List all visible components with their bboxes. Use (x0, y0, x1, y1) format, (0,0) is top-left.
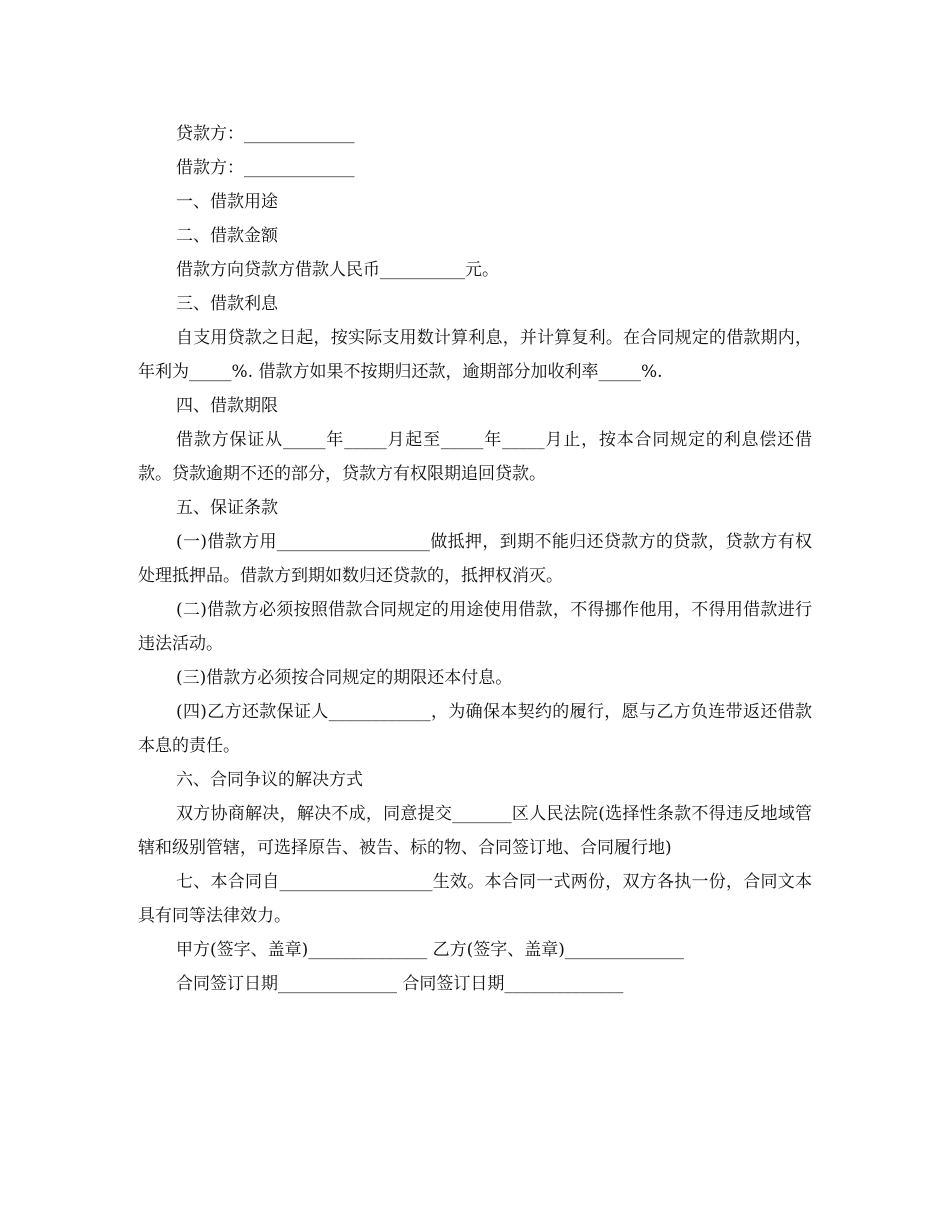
section-5-clause-2: (二)借款方必须按照借款合同规定的用途使用借款，不得挪作他用，不得用借款进行违法活动。 (138, 600, 812, 654)
section-2-body: 借款方向贷款方借款人民币__________元。 (176, 260, 499, 280)
section-5-clause-3: (三)借款方必须按合同规定的期限还本付息。 (176, 668, 513, 688)
borrower-line: 借款方：_____________ (176, 158, 355, 178)
section-5-clause-1: (一)借款方用__________________做抵押，到期不能归还贷款方的贷款，贷款方有权处理抵押品。借款方到期如数归还贷款的，抵押权消灭。 (138, 532, 812, 586)
section-1-heading: 一、借款用途 (176, 192, 278, 212)
section-6-body: 双方协商解决，解决不成，同意提交_______区人民法院(选择性条款不得违反地域管辖和级别管辖，可选择原告、被告、标的物、合同签订地、合同履行地) (138, 804, 812, 858)
section-6-heading: 六、合同争议的解决方式 (176, 770, 363, 790)
section-3-heading: 三、借款利息 (176, 294, 278, 314)
section-4-heading: 四、借款期限 (176, 396, 278, 416)
lender-line: 贷款方：_____________ (176, 124, 355, 144)
signing-date-line: 合同签订日期______________ 合同签订日期______________ (176, 974, 624, 994)
section-3-body: 自支用贷款之日起，按实际支用数计算利息，并计算复利。在合同规定的借款期内，年利为_____%. 借款方如果不按期归还款，逾期部分加收利率_____%. (138, 328, 812, 382)
section-4-body: 借款方保证从_____年_____月起至_____年_____月止，按本合同规定的利息偿还借款。贷款逾期不还的部分，贷款方有权限期追回贷款。 (138, 430, 812, 484)
section-5-heading: 五、保证条款 (176, 498, 278, 518)
section-7-body: 七、本合同自__________________生效。本合同一式两份，双方各执一份，合同文本具有同等法律效力。 (138, 872, 812, 926)
section-2-heading: 二、借款金额 (176, 226, 278, 246)
section-5-clause-4: (四)乙方还款保证人____________，为确保本契约的履行，愿与乙方负连带返还借款本息的责任。 (138, 702, 812, 756)
contract-page (138, 117, 812, 1001)
signature-line: 甲方(签字、盖章)______________ 乙方(签字、盖章)______________ (176, 940, 684, 960)
